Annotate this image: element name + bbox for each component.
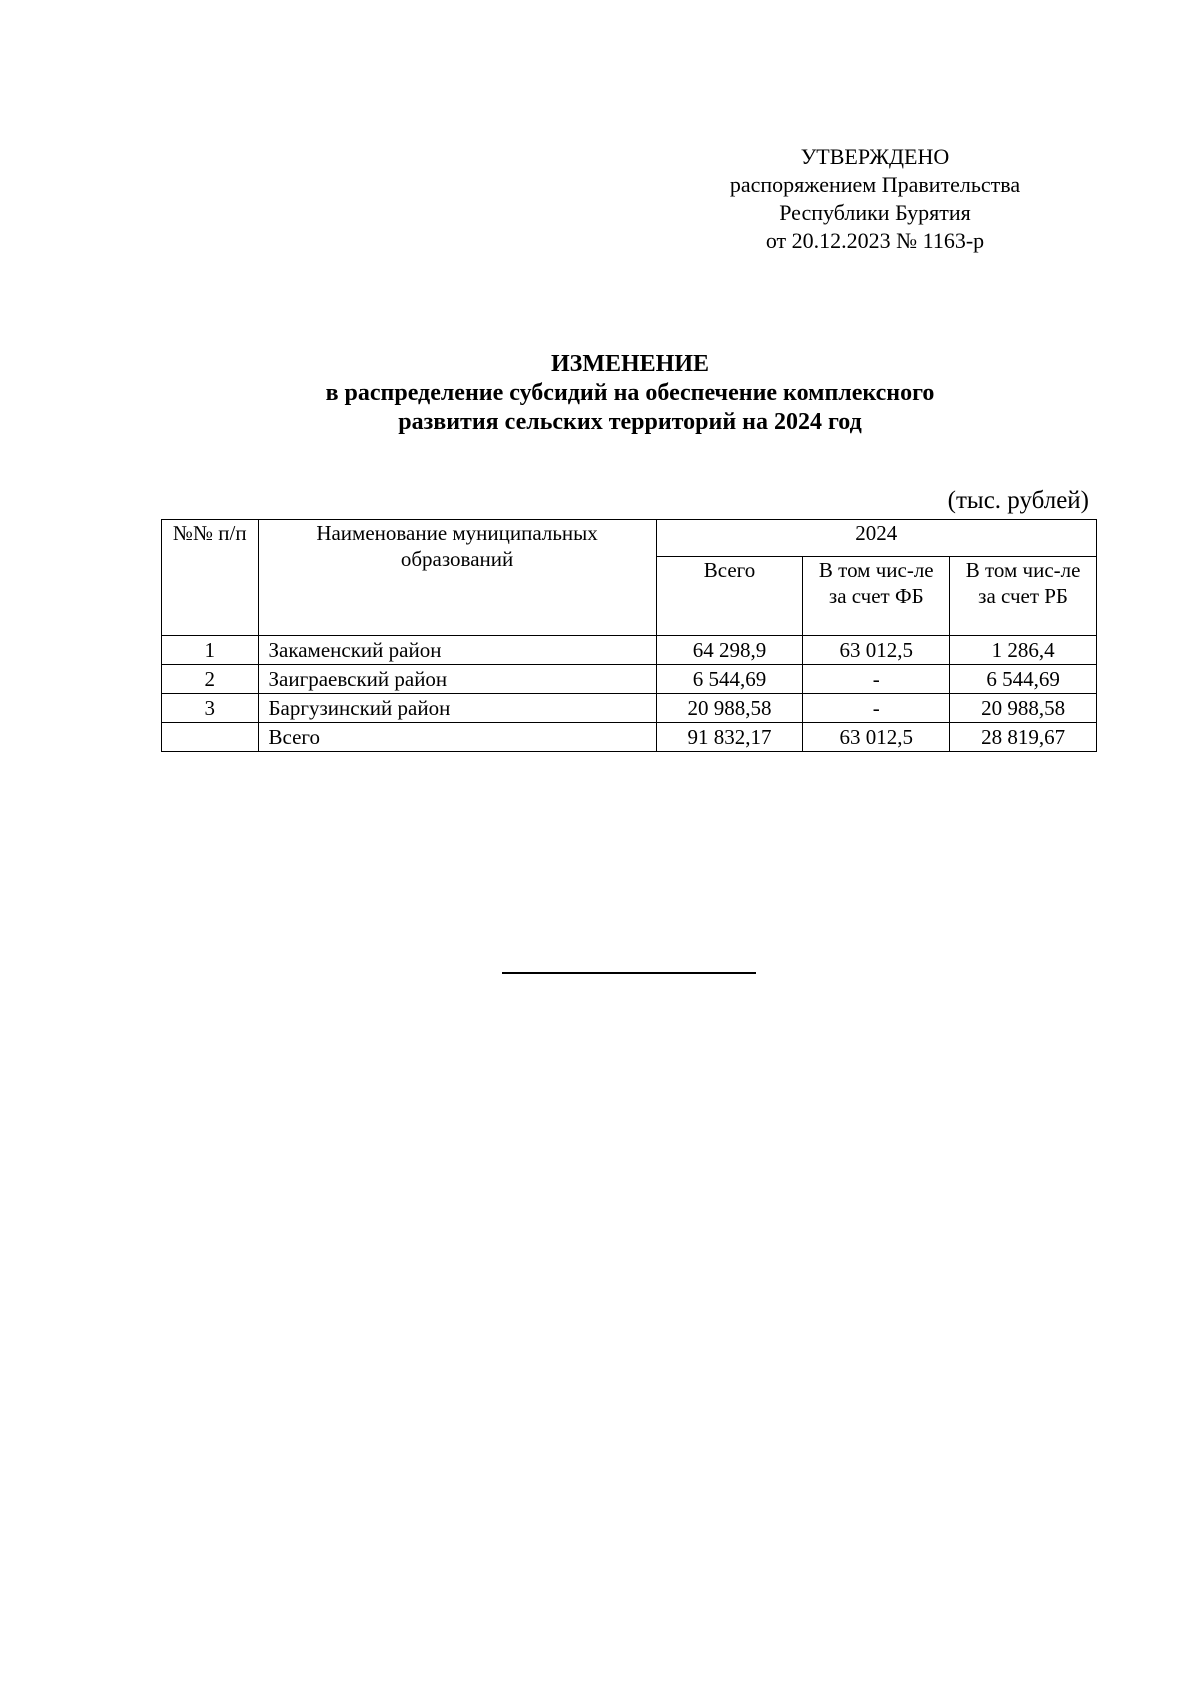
subsidy-table: [161, 519, 1097, 752]
row-total: 20 988,58: [656, 694, 803, 723]
row-name: Заиграевский район: [258, 665, 656, 694]
table-total-row: [162, 723, 1097, 752]
header-name: Наименование муниципальных образований: [258, 520, 656, 636]
row-num: [162, 723, 259, 752]
row-num: 3: [162, 694, 259, 723]
title-line-3: развития сельских территорий на 2024 год: [398, 409, 862, 435]
row-fb: 63 012,5: [803, 636, 950, 665]
row-name: Закаменский район: [258, 636, 656, 665]
row-rb: 6 544,69: [950, 665, 1097, 694]
table-row: [162, 665, 1097, 694]
table-row: [162, 694, 1097, 723]
row-fb: -: [803, 694, 950, 723]
approval-heading: УТВЕРЖДЕНО: [800, 144, 950, 169]
row-rb: 28 819,67: [950, 723, 1097, 752]
table-row: [162, 636, 1097, 665]
row-fb: 63 012,5: [803, 723, 950, 752]
row-name: Баргузинский район: [258, 694, 656, 723]
header-year: 2024: [656, 520, 1096, 557]
row-name: Всего: [258, 723, 656, 752]
row-total: 64 298,9: [656, 636, 803, 665]
row-total: 91 832,17: [656, 723, 803, 752]
row-rb: 20 988,58: [950, 694, 1097, 723]
header-rb: В том чис-ле за счет РБ: [950, 557, 1097, 636]
table-header-row: [162, 520, 1097, 557]
approval-issuer: распоряжением Правительства: [729, 172, 1021, 197]
header-num: №№ п/п: [162, 520, 259, 636]
title-line-2: в распределение субсидий на обеспечение комплексного: [325, 380, 935, 406]
row-fb: -: [803, 665, 950, 694]
header-fb: В том чис-ле за счет ФБ: [803, 557, 950, 636]
document-title: [0, 350, 1200, 437]
approval-date-number: от 20.12.2023 № 1163-р: [765, 228, 985, 253]
row-num: 1: [162, 636, 259, 665]
approval-region: Республики Бурятия: [779, 200, 971, 225]
row-num: 2: [162, 665, 259, 694]
header-total: Всего: [656, 557, 803, 636]
row-rb: 1 286,4: [950, 636, 1097, 665]
approval-stamp: [710, 143, 1040, 255]
units-label: (тыс. рублей): [947, 487, 1089, 514]
closing-divider: [502, 972, 756, 974]
title-main: ИЗМЕНЕНИЕ: [550, 351, 709, 377]
row-total: 6 544,69: [656, 665, 803, 694]
